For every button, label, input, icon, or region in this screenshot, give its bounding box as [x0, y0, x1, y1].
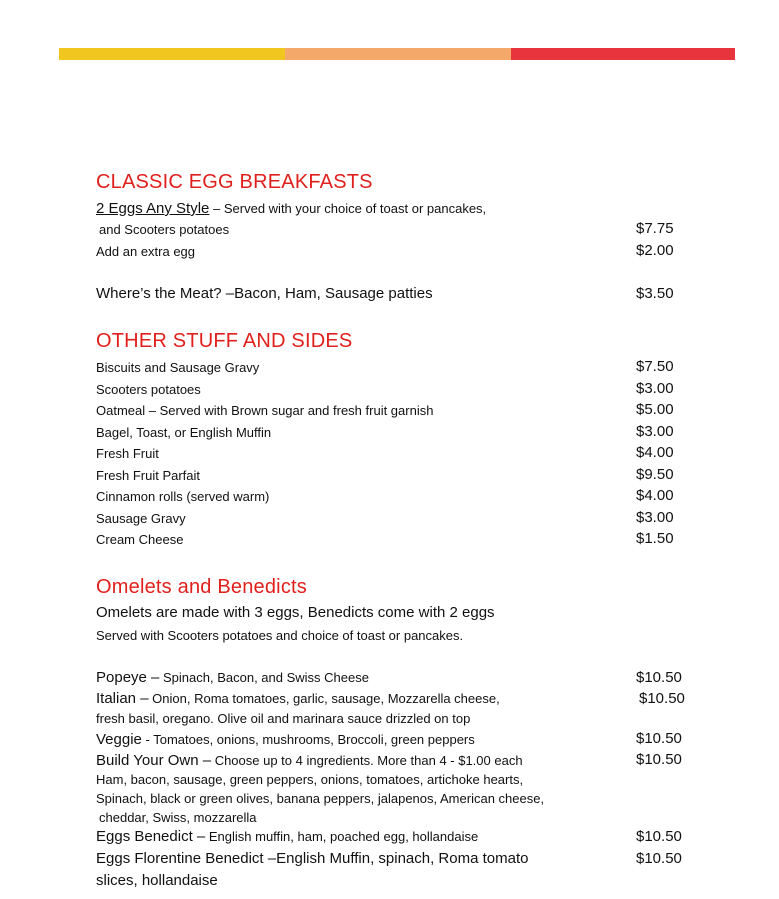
price: $1.50 [636, 530, 674, 547]
price: $5.00 [636, 401, 674, 418]
item-desc-cont: slices, hollandaise [96, 872, 218, 889]
item-desc: Spinach, Bacon, and Swiss Cheese [159, 670, 369, 685]
menu-item-eggs-benedict [96, 828, 478, 845]
menu-item-italian [96, 690, 500, 707]
item-desc: Choose up to 4 ingredients. More than 4 - $1.00 each [211, 753, 523, 768]
item-name: Italian – [96, 690, 149, 707]
item-desc-cont: cheddar, Swiss, mozzarella [99, 810, 257, 825]
price: $3.50 [636, 285, 674, 302]
header-color-bar [59, 48, 735, 60]
sides-item: Biscuits and Sausage Gravy [96, 360, 260, 375]
sides-item: Fresh Fruit [96, 446, 159, 461]
item-name: Popeye – [96, 669, 160, 686]
item-name: Build Your Own – [96, 752, 212, 769]
item-name: Eggs Benedict – [96, 828, 206, 845]
item-name: 2 Eggs Any Style [96, 200, 210, 217]
omelets-note: Served with Scooters potatoes and choice of toast or pancakes. [96, 628, 464, 643]
item-desc: - Tomatoes, onions, mushrooms, Broccoli, green peppers [141, 732, 475, 747]
price: $4.00 [636, 487, 674, 504]
sides-item: Bagel, Toast, or English Muffin [96, 425, 272, 440]
section-title-classic: CLASSIC EGG BREAKFASTS [96, 171, 373, 193]
price: $7.50 [636, 358, 674, 375]
sides-item: Fresh Fruit Parfait [96, 468, 201, 483]
sides-item: Cinnamon rolls (served warm) [96, 489, 270, 504]
sides-item: Oatmeal – Served with Brown sugar and fresh fruit garnish [96, 403, 434, 418]
price: $10.50 [636, 669, 682, 686]
bar-yellow [59, 48, 285, 60]
menu-item-veggie [96, 731, 475, 748]
price: $3.00 [636, 423, 674, 440]
item-desc: English muffin, ham, poached egg, hollandaise [205, 829, 479, 844]
sides-item: Cream Cheese [96, 532, 184, 547]
price: $3.00 [636, 380, 674, 397]
item-desc: – Served with your choice of toast or pancakes, [209, 201, 487, 216]
price: $10.50 [636, 730, 682, 747]
price: $10.50 [636, 850, 682, 867]
section-title-sides: OTHER STUFF AND SIDES [96, 330, 353, 352]
item-desc: English Muffin, spinach, Roma tomato [276, 850, 529, 867]
menu-item-meat: Where’s the Meat? –Bacon, Ham, Sausage patties [96, 285, 433, 302]
section-title-omelets: Omelets and Benedicts [96, 576, 307, 598]
price: $2.00 [636, 242, 674, 259]
sides-item: Scooters potatoes [96, 382, 201, 397]
item-desc-cont: Ham, bacon, sausage, green peppers, onions, tomatoes, artichoke hearts, [96, 772, 524, 787]
menu-item-eggs-florentine [96, 850, 528, 867]
omelets-subtitle: Omelets are made with 3 eggs, Benedicts come with 2 eggs [96, 604, 495, 621]
item-name: Veggie [96, 731, 142, 748]
menu-item-popeye [96, 669, 369, 686]
item-desc-cont: fresh basil, oregano. Olive oil and marinara sauce drizzled on top [96, 711, 471, 726]
price: $4.00 [636, 444, 674, 461]
sides-item: Sausage Gravy [96, 511, 186, 526]
menu-item-two-eggs [96, 200, 486, 217]
bar-orange [285, 48, 511, 60]
price: $10.50 [639, 690, 685, 707]
price: $10.50 [636, 751, 682, 768]
price: $10.50 [636, 828, 682, 845]
item-desc: Onion, Roma tomatoes, garlic, sausage, Mozzarella cheese, [148, 691, 500, 706]
item-desc-cont: Spinach, black or green olives, banana peppers, jalapenos, American cheese, [96, 791, 545, 806]
item-name: Eggs Florentine Benedict – [96, 850, 277, 867]
price: $7.75 [636, 220, 674, 237]
price: $3.00 [636, 509, 674, 526]
bar-red [511, 48, 735, 60]
menu-item-build-your-own [96, 752, 523, 769]
menu-item-extra-egg: Add an extra egg [96, 244, 196, 259]
price: $9.50 [636, 466, 674, 483]
item-desc-cont: and Scooters potatoes [99, 222, 230, 237]
